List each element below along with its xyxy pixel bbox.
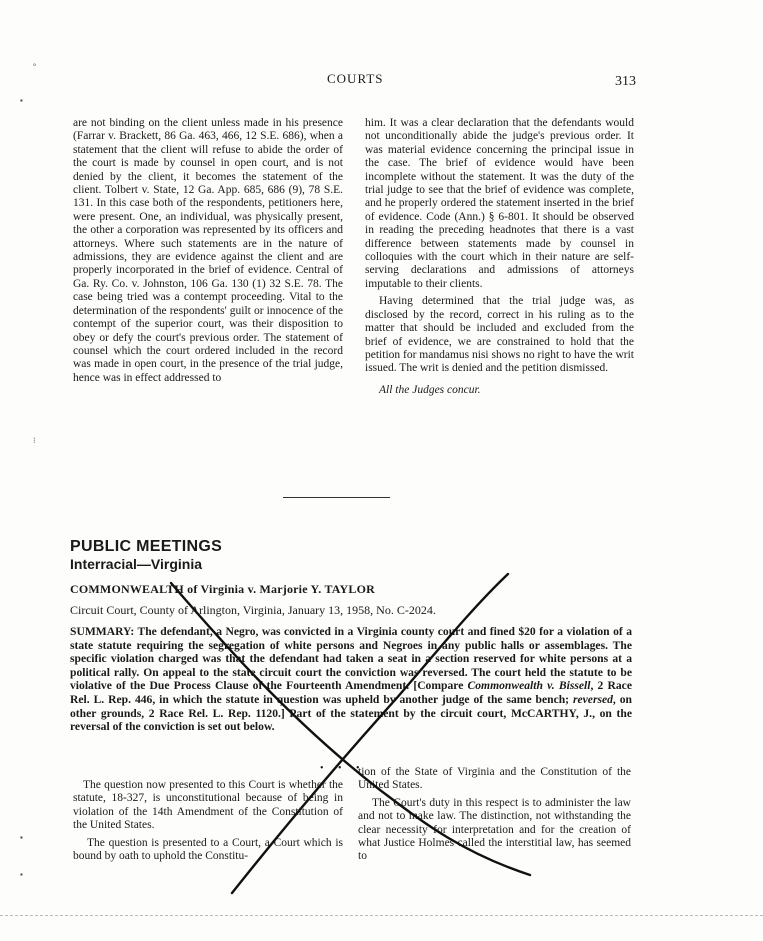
summary-text: , on other grounds, 2 Race Rel. L. Rep. 1120.] Part of the statement by the circuit court, McCARTHY, J., on the reversal of the conviction is set out below. [70, 692, 633, 734]
scan-speck: ▪ [20, 870, 23, 879]
paragraph: The question now presented to this Court is whether the statute, 18-327, is unconstitutional because of being in violation of the 14th Amendment of the Constitution of the United States. [73, 779, 343, 832]
section-subtitle: Interracial—Virginia [70, 556, 203, 572]
court-citation: Circuit Court, County of Arlington, Virginia, January 13, 1958, No. C-2024. [70, 603, 436, 617]
summary-case-name: Commonwealth v. Bissell [467, 679, 591, 693]
scan-speck: ▪ [20, 96, 23, 105]
summary-label: SUMMARY: [70, 625, 135, 638]
summary-text: , 2 Race Rel. L. Rep. 446, in which the statute in question was upheld by another judge of the same bench; [70, 679, 632, 706]
paragraph: him. It was a clear declaration that the defendants would not unconditionally abide the judge's previous order. It was material evidence concerning the principal issue in the case. The brief of evidence would have been incomplete without the statement. It was the duty of the trial judge to see that the brief of evidence was complete, and he properly ordered the statement inserted in the brief of evidence. Code (Ann.) § 6-801. It should be observed in reading the preceding headnotes that there is a vast difference between statements made by counsel in colloquies with the court which in their nature are self-serving declarations and admissions of attorneys imputable to their clients. [365, 117, 634, 290]
scan-speck: ° [33, 62, 37, 71]
paragraph: are not binding on the client unless made in his presence (Farrar v. Brackett, 86 Ga. 463, 466, 12 S.E. 686), when a statement that the client will refuse to abide the order of the court is made by counsel in open court, and is not denied by the client, it becomes the statement of the client. Tolbert v. State, 12 Ga. App. 685, 686 (9), 78 S.E. 131. In this case both of the respondents, petitioners here, were present. One, an individual, was physically present, the other a corporation was represented by its officers and attorneys. Where such statements are in the nature of admissions, they are evidence against the client and are properly incorporated in the brief of evidence. Central of Ga. Ry. Co. v. Johnston, 106 Ga. 130 (1) 32 S.E. 78. The case being tried was a contempt proceeding. Vital to the determination of the respondents' guilt or innocence of the contempt of the superior court, was their disposition to obey or defy the court's previous order. The statement of counsel which the court ordered included in the record was made in open court, in the presence of the trial judge, hence was in effect addressed to [73, 117, 343, 384]
page-number: 313 [615, 74, 636, 89]
case-summary [70, 625, 632, 734]
top-left-column [73, 117, 343, 385]
paragraph: The Court's duty in this respect is to administer the law and not to make law. The distinction, not withstanding the clear necessity for interpretation and for the creation of what Justice Holmes called the interstitial law, has seemed to [358, 796, 631, 863]
bottom-left-column [73, 779, 343, 863]
top-right-column [365, 117, 634, 397]
scan-speck: ⁝ [33, 436, 36, 445]
scan-speck: ▪ [20, 833, 23, 842]
paragraph: tion of the State of Virginia and the Constitution of the United States. [358, 766, 631, 792]
case-title [70, 582, 375, 597]
section-divider [283, 497, 390, 498]
concurrence-line: All the Judges concur. [379, 383, 481, 396]
summary-reversed: reversed [573, 692, 613, 706]
section-title: PUBLIC MEETINGS [70, 538, 223, 555]
paragraph: The question is presented to a Court, a Court which is bound by oath to uphold the Constitu- [73, 836, 343, 863]
case-title-rest: of Virginia v. Marjorie Y. TAYLOR [187, 582, 375, 596]
bottom-right-column [358, 766, 631, 864]
page-bottom-edge [0, 915, 763, 916]
separator-dots: • • • [320, 763, 366, 774]
running-head: COURTS [327, 71, 384, 86]
summary-text: The defendant, a Negro, was convicted in a Virginia county court and fined $20 for a violation of a state statute requiring the segregation of white persons and Negroes in any public halls or assemblages. The specific violation charged was that the defendant had taken a seat in a section reserved for white persons at a political rally. On appeal to the state circuit court the conviction was reversed. The court held the statute to be violative of the Due Process Clause of the Fourteenth Amendment. [Compare [70, 625, 632, 693]
case-title-party: COMMONWEALTH [70, 582, 184, 596]
paragraph: Having determined that the trial judge was, as disclosed by the record, correct in his ruling as to the matter that should be included and excluded from the brief of evidence, we are constrained to hold that the petition for mandamus nisi shows no right to have the writ issued. The writ is denied and the petition dismissed. [365, 295, 634, 375]
